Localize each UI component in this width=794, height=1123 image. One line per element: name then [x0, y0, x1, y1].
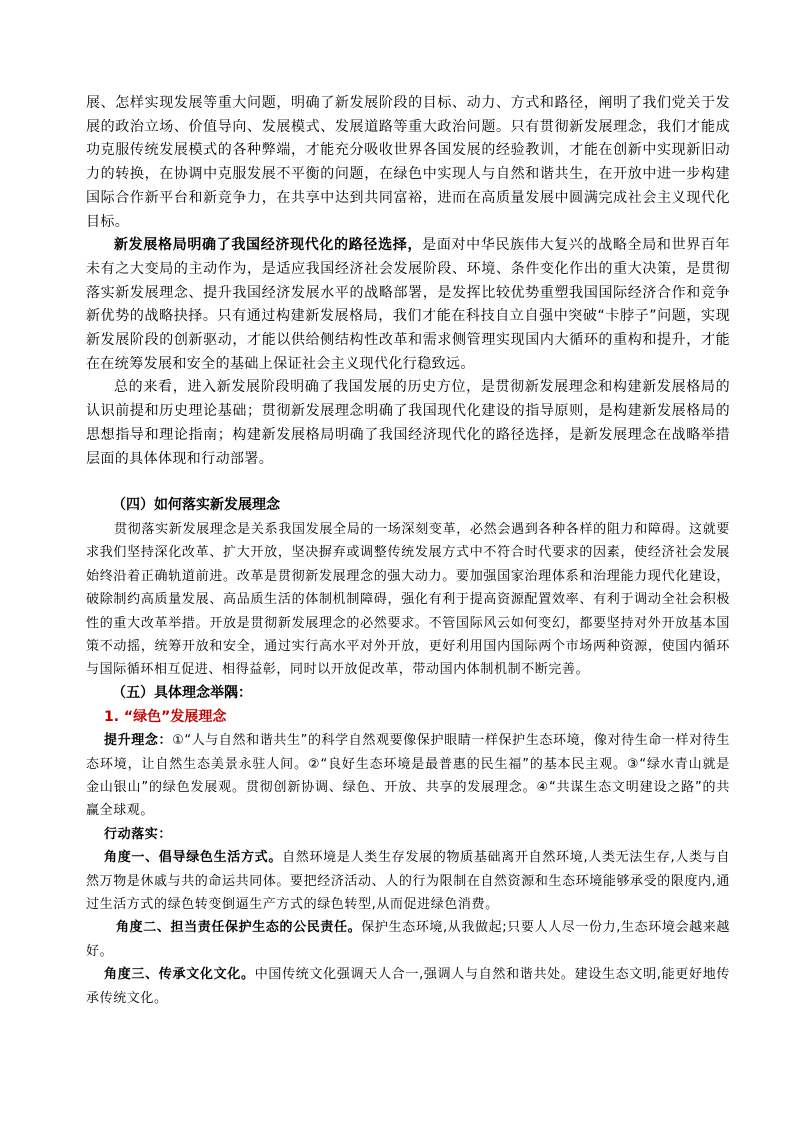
paragraph-angle-two [86, 916, 730, 963]
angle-one-text: 自然环境是人类生存发展的物质基础离开自然环境,人类无法生存,人类与自然万物是休戚与共的命运共同体。要把经济活动、人的行为限制在自然资源和生态环境能够承受的限度内,通过生活方式的绿色转变倒逼生产方式的绿色转型,从而促进绿色消费。 [86, 850, 730, 913]
action-label [86, 823, 730, 846]
paragraph-new-pattern-bold: 新发展格局明确了我国经济现代化的路径选择， [114, 237, 423, 254]
paragraph-summary: 总的来看，进入新发展阶段明确了我国发展的历史方位，是贯彻新发展理念和构建新发展格局的认识前提和历史理论基础；贯彻新发展理念明确了我国现代化建设的指导原则，是构建新发展格局的思想指导和理论指南；构建新发展格局明确了我国经济现代化的路径选择，是新发展理念在战略举措层面的具体体现和行动部署。 [86, 379, 730, 467]
action-label-text: 行动落实： [104, 826, 173, 842]
raise-concept-text: ①“人与自然和谐共生”的科学自然观要像保护眼睛一样保护生态环境，像对待生命一样对待生态环境，让自然生态美景永驻人间。②“良好生态环境是最普惠的民生福”的基本民主观。③“绿水青山就是金山银山”的绿色发展观。贯彻创新协调、绿色、开放、共享的发展理念。④“共谋生态文明建设之路”的共赢全球观。 [86, 733, 730, 819]
angle-one-label: 角度一、倡导绿色生活方式。 [104, 850, 283, 866]
angle-three-text: 中国传统文化强调天人合一,强调人与自然和谐共处。建设生态文明,能更好地传承传统文化。 [86, 967, 730, 1006]
section-heading-four: （四）如何落实新发展理念 [112, 497, 280, 514]
angle-three-label: 角度三、传承文化文化。 [104, 967, 255, 983]
document-page [86, 92, 730, 1010]
paragraph-new-pattern-text: 是面对中华民族伟大复兴的战略全局和世界百年未有之大变局的主动作为，是适应我国经济社会发展阶段、环境、条件变化作出的重大决策，是贯彻落实新发展理念、提升我国经济发展水平的战略部署，是发挥比较优势重塑我国国际经济合作和竞争新优势的战略抉择。只有通过构建新发展格局，我们才能在科技自立自强中突破“卡脖子”问题，实现新发展阶段的创新驱动，才能以供给侧结构性改革和需求侧管理实现国内大循环的重构和提升，才能在在统筹发展和安全的基础上保证社会主义现代化行稳致远。 [86, 237, 730, 372]
spacer [86, 471, 730, 494]
paragraph-raise-concept [86, 729, 730, 823]
angle-two-text: 保护生态环境,从我做起;只要人人尽一份力,生态环境会越来越好。 [86, 920, 730, 959]
paragraph-new-pattern [86, 234, 730, 376]
angle-two-label: 角度二、担当责任保护生态的公民责任。 [116, 920, 362, 936]
paragraph-angle-one [86, 846, 730, 916]
raise-concept-label: 提升理念： [104, 733, 173, 749]
paragraph-development-concept: 展、怎样实现发展等重大问题，明确了新发展阶段的目标、动力、方式和路径，阐明了我们党关于发展的政治立场、价值导向、发展模式、发展道路等重大政治问题。只有贯彻新发展理念，我们才能成功克服传统发展模式的各种弊端，才能充分吸收世界各国发展的经验教训，才能在创新中实现新旧动力的转换，在协调中克服发展不平衡的问题，在绿色中实现人与自然和谐共生，在开放中进一步构建国际合作新平台和新竞争力，在共享中达到共同富裕，进而在高质量发展中圆满完成社会主义现代化目标。 [86, 95, 730, 230]
green-concept-title: 1. “绿色”发展理念 [104, 708, 227, 725]
section-heading-five: （五）具体理念举隅： [112, 684, 252, 701]
paragraph-angle-three [86, 963, 730, 1010]
paragraph-implement: 贯彻落实新发展理念是关系我国发展全局的一场深刻变革，必然会遇到各种各样的阻力和障碍。这就要求我们坚持深化改革、扩大开放，坚决摒弃或调整传统发展方式中不符合时代要求的因素，使经济社会发展始终沿着正确轨道前进。改革是贯彻新发展理念的强大动力。要加强国家治理体系和治理能力现代化建设，破除制约高质量发展、高品质生活的体制机制障碍，强化有利于提高资源配置效率、有利于调动全社会积极性的重大改革举措。开放是贯彻新发展理念的必然要求。不管国际风云如何变幻，都要坚持对外开放基本国策不动摇，统筹开放和安全，通过实行高水平对外开放，更好利用国内国际两个市场两种资源，使国内循环与国际循环相互促进、相得益彰，同时以开放促改革，带动国内体制机制不断完善。 [86, 521, 730, 678]
